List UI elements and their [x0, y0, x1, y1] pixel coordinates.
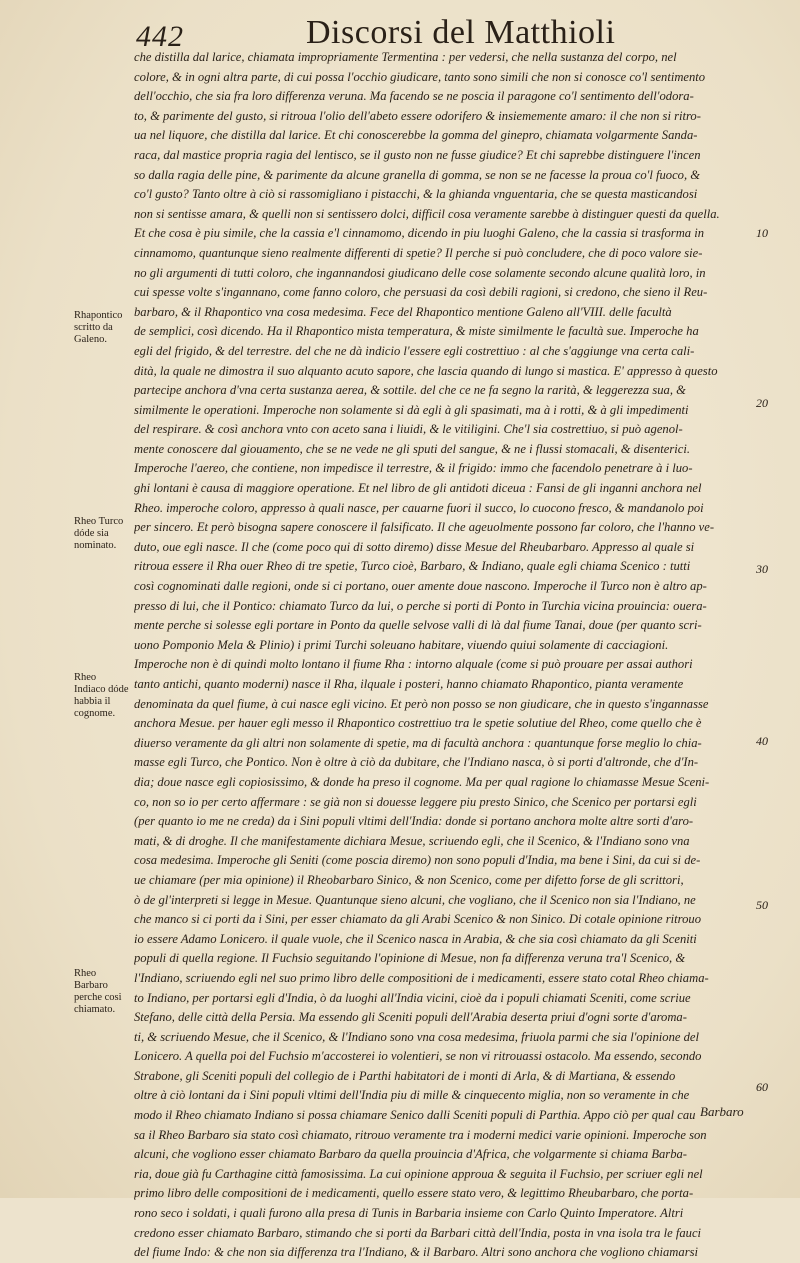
text-line: co'l gusto? Tanto oltre à ciò si rassomigliano i pistacchi, & la ghianda vnguentaria, che se questa masticandosi [134, 187, 698, 202]
text-line: presso di lui, che il Pontico: chiamato Turco da lui, o perche si porti di Ponto in Turchia vicina prouincia: ouera- [134, 598, 707, 613]
text-line: l'Indiano, scriuendo egli nel suo primo libro delle compositioni de i medicamenti, essere stato cotal Rheo chiama- [134, 970, 709, 985]
text-line: ti, & scriuendo Mesue, che il Scenico, & l'Indiano sono vna cosa medesima, friuola parmi che sia l'opinione del [134, 1029, 700, 1044]
text-line: so dalla ragia delle pine, & parimente da alcune granella di gomma, se non se ne facesse la proua co'l fuoco, & [134, 167, 701, 182]
text-line: Imperoche non è di quindi molto lontano il fiume Rha : intorno alquale (come si può prouare per assai authori [134, 657, 693, 672]
margin-note-rheo-indiano: Rheo Indiaco dóde habbia il cognome. [74, 672, 129, 719]
text-line: cui spesse volte s'ingannano, come fanno coloro, che persuasi da così debili ragioni, si credono, che sieno il Reu- [134, 285, 708, 300]
text-line: masse egli Turco, che Pontico. Non è oltre à ciò da dubitare, che l'Indiano nasca, ò si porti d'altronde, che d'In- [134, 755, 699, 770]
line-number-20: 20 [756, 396, 768, 410]
line-number-30: 30 [756, 562, 768, 576]
text-line: sa il Rheo Barbaro sia stato così chiamato, ritrouo veramente tra i moderni medici varie opinioni. Imperoche son [134, 1127, 707, 1142]
text-line: raca, dal mastice propria ragia del lentisco, se il gusto non ne fusse giudice? Et chi saprebbe distinguere l'incen [134, 147, 701, 162]
catchword: Barbaro [700, 1104, 744, 1119]
text-line: Rheo. imperoche coloro, appresso à quali nasce, per cauarne fuori il succo, lo cuocono fresco, & mandanolo poi [134, 500, 704, 515]
text-line: diuerso veramente da gli altri non solamente di spetie, ma di facultà anchora : quantunque forse meglio lo chia- [134, 735, 702, 750]
text-line: barbaro, & il Rhapontico vna cosa medesima. Fece del Rhapontico mentione Galeno all'VIII. delle facultà [134, 304, 672, 319]
text-line: dia; doue nasce egli copiosissimo, & donde ha preso il cognome. Ma per qual ragione lo chiamasse Mesue Sceni- [134, 774, 710, 789]
text-line: similmente le operationi. Imperoche non solamente si dà egli à gli spasimati, ma à i rotti, & à gli impedimenti [134, 402, 689, 417]
text-line: mente perche si solesse egli portare in Ponto da quelle selvose valli di là dal fiume Tanai, doue (per quanto scri- [134, 618, 702, 633]
running-title: Discorsi del Matthioli [306, 14, 616, 51]
margin-note-rhapontico: Rhapontico scritto da Galeno. [74, 310, 123, 345]
text-line: rono seco i soldati, i quali furono alla presa di Tunis in Barbaria insieme con Carlo Quinto Imperatore. Altri [134, 1206, 684, 1221]
text-line: ritroua essere il Rha ouer Rheo di tre spetie, Turco cioè, Barbaro, & Indiano, quale egli chiama Scenico : tutti [134, 559, 691, 574]
text-line: ria, doue già fu Carthagine città famosissima. La cui opinione approua & seguita il Fuchsio, per scriuer egli nel [134, 1166, 703, 1181]
page-number: 442 [136, 20, 184, 53]
body-text [134, 48, 752, 1263]
text-line: egli del frigido, & del terrestre. del che ne dà indicio l'essere egli costrettiuo : al che s'aggiunge vna certa cali- [134, 343, 695, 358]
line-number-60: 60 [756, 1080, 768, 1094]
text-line: Imperoche l'aereo, che contiene, non impedisce il terrestre, & il frigido: immo che facendolo penetrare à i luo- [134, 461, 693, 476]
text-line: del respirare. & così anchora vnto con aceto sana i liuidi, & le vitiligini. Che'l sia costrettiuo, si può agenol- [134, 422, 683, 437]
margin-note-rheo-turco: Rheo Turco dóde sia nominato. [74, 516, 124, 551]
text-line: Strabone, gli Sceniti populi del collegio de i Parthi habitatori de i monti di Arla, & di Martiana, & essendo [134, 1068, 676, 1083]
text-line: denominata da quel fiume, à cui nasce egli vicino. Et però non posso se non giudicare, che in questo s'ingannasse [134, 696, 709, 711]
text-line: Stefano, delle città della Persia. Ma essendo gli Sceniti populi dell'Arabia deserta priui d'ogni sorte d'aroma- [134, 1010, 687, 1025]
text-line: che distilla dal larice, chiamata impropriamente Termentina : per vedersi, che nella sustanza del corpo, nel [134, 50, 677, 64]
text-line: no gli argumenti di tutti coloro, che ingannandosi giudicano delle cose solamente secondo alcune qualità loro, in [134, 265, 706, 280]
text-line: Lonicero. A quella poi del Fuchsio m'accosterei io volentieri, se non vi ritrouassi ostacolo. Ma essendo, secondo [134, 1049, 702, 1064]
margin-note-rheo-barbaro: Rheo Barbaro perche cosi chiamato. [74, 968, 122, 1015]
text-line: co, non so io per certo affermare : se già non si douesse leggere piu presto Sinico, che Scenico per portarsi egli [134, 794, 697, 809]
text-line: alcuni, che vogliono esser chiamato Barbaro da quella prouincia d'Africa, che volgarmente si chiama Barba- [134, 1147, 687, 1162]
text-line: ò de gl'interpreti si legge in Mesue. Quantunque sieno alcuni, che vogliano, che il Scenico non sia l'Indiano, ne [134, 892, 696, 907]
text-line: colore, & in ogni altra parte, di cui possa l'occhio giudicare, tanto sono simili che non si conosce co'l sentimento [134, 69, 706, 84]
text-line: credono esser chiamato Barbaro, stimando che si porti da Barbari città dell'India, posta in vna isola tra le fauci [134, 1225, 702, 1240]
text-line: anchora Mesue. per hauer egli messo il Rhapontico costrettiuo tra le spetie solutiue del Rheo, come quello che è [134, 716, 702, 731]
text-line: mente conoscere dal giouamento, che se ne vede ne gli sputi del sangue, & ne i flussi stomacali, & disenterici. [134, 441, 690, 456]
text-line: to Indiano, per portarsi egli d'India, ò da luoghi all'India vicini, cioè da i populi chiamati Sceniti, come scriue [134, 990, 691, 1005]
text-line: duto, oue egli nasce. Il che (come poco qui di sotto diremo) disse Mesue del Rheubarbaro. Appresso al quale si [134, 539, 695, 554]
text-line: tanto antichi, quanto moderni) nasce il Rha, ilquale i posteri, hanno chiamato Rhapontico, pianta veramente [134, 677, 684, 691]
line-number-10: 10 [756, 226, 768, 240]
text-line: cosa medesima. Imperoche gli Seniti (come poscia diremo) non sono populi d'India, ma bene i Sini, da cui si de- [134, 853, 701, 868]
text-line: così cognominati dalle regioni, onde si ci portano, ouer amente doue nascono. Imperoche il Turco non è altro ap- [134, 579, 707, 594]
text-line: ue chiamare (per mia opinione) il Rheobarbaro Sinico, & non Scenico, come per difetto forse de gli scrittori, [134, 872, 684, 887]
text-line: dell'occhio, che sia fra loro differenza veruna. Ma facendo se ne poscia il paragone co'l sentimento dell'odora- [134, 89, 694, 104]
text-line: de semplici, così dicendo. Ha il Rhapontico mista temperatura, & miste similmente le facultà sue. Imperoche ha [134, 324, 699, 339]
text-line: (per quanto io me ne creda) da i Sini populi vltimi dell'India: donde si portano anchora molte altre sorti d'aro- [134, 814, 694, 829]
text-line: Et che cosa è piu simile, che la cassia e'l cinnamomo, dicendo in piu luoghi Galeno, che la cassia si trasforma in [134, 226, 705, 241]
line-number-50: 50 [756, 898, 768, 912]
text-line: cinnamomo, quantunque sieno realmente differenti di spetie? Il perche si può concludere, che di poco valore sie- [134, 245, 703, 260]
text-line: partecipe anchora d'vna certa sustanza aerea, & sottile. del che ce ne fa segno la rarità, & leggerezza sua, & [134, 383, 686, 398]
text-line: ua nel liquore, che distilla dal larice. Et chi conoscerebbe la gomma del ginepro, chiamata volgarmente Sanda- [134, 128, 698, 143]
text-line: uono Pomponio Mela & Plinio) i primi Turchi soleuano habitare, viuendo quiui solamente di cacciagioni. [134, 637, 669, 652]
text-line: to, & parimente del gusto, si ritroua l'olio dell'abeto essere odorifero & insiememente amaro: il che non si ritro- [134, 108, 701, 123]
text-line: modo il Rheo chiamato Indiano si possa chiamare Senico dalli Sceniti populi di Parthia. Appo ciò per qual cau [134, 1108, 696, 1123]
text-line: per sincero. Et però bisogna sapere conoscere il falsificato. Il che ageuolmente possono far coloro, che l'hanno ve- [134, 520, 715, 535]
text-line: del fiume Indo: & che non sia differenza tra l'Indiano, & il Barbaro. Altri sono anchora che vogliono chiamarsi [134, 1245, 699, 1260]
text-line: ghi lontani è causa di maggiore operatione. Et nel libro de gli antidoti diceua : Fansi de gli inganni anchora nel [134, 481, 702, 496]
text-line: non si sentisse amara, & quelli non si sentissero dolci, difficil cosa veramente sarebbe à distinguer questi da quella. [134, 206, 720, 221]
text-line: che manco si ci porti da i Sini, per esser chiamato da gli Arabi Scenico & non Sinico. Di cotale opinione ritrouo [134, 912, 702, 927]
text-line: mati, & di droghe. Il che manifestamente dichiara Mesue, scriuendo egli, che il Scenico, & l'Indiano sono vna [134, 833, 690, 848]
line-number-40: 40 [756, 734, 768, 748]
text-line: primo libro delle compositioni de i medicamenti, quello essere stato vero, & legittimo Rheubarbaro, che porta- [134, 1186, 694, 1201]
text-line: populi di quella regione. Il Fuchsio seguitando l'opinione di Mesue, non fa differenza veruna tra'l Scenico, & [134, 951, 686, 966]
text-line: io essere Adamo Lonicero. il quale vuole, che il Scenico nasca in Arabia, & che sia così chiamato da gli Sceniti [134, 931, 697, 946]
text-line: oltre à ciò lontani da i Sini populi vltimi dell'India piu di mille & cinquecento miglia, non so veramente in che [134, 1088, 690, 1103]
text-line: dità, la quale ne dimostra il suo alquanto acuto sapore, che lascia quando di lungo si mastica. E' appresso à questo [134, 363, 718, 378]
